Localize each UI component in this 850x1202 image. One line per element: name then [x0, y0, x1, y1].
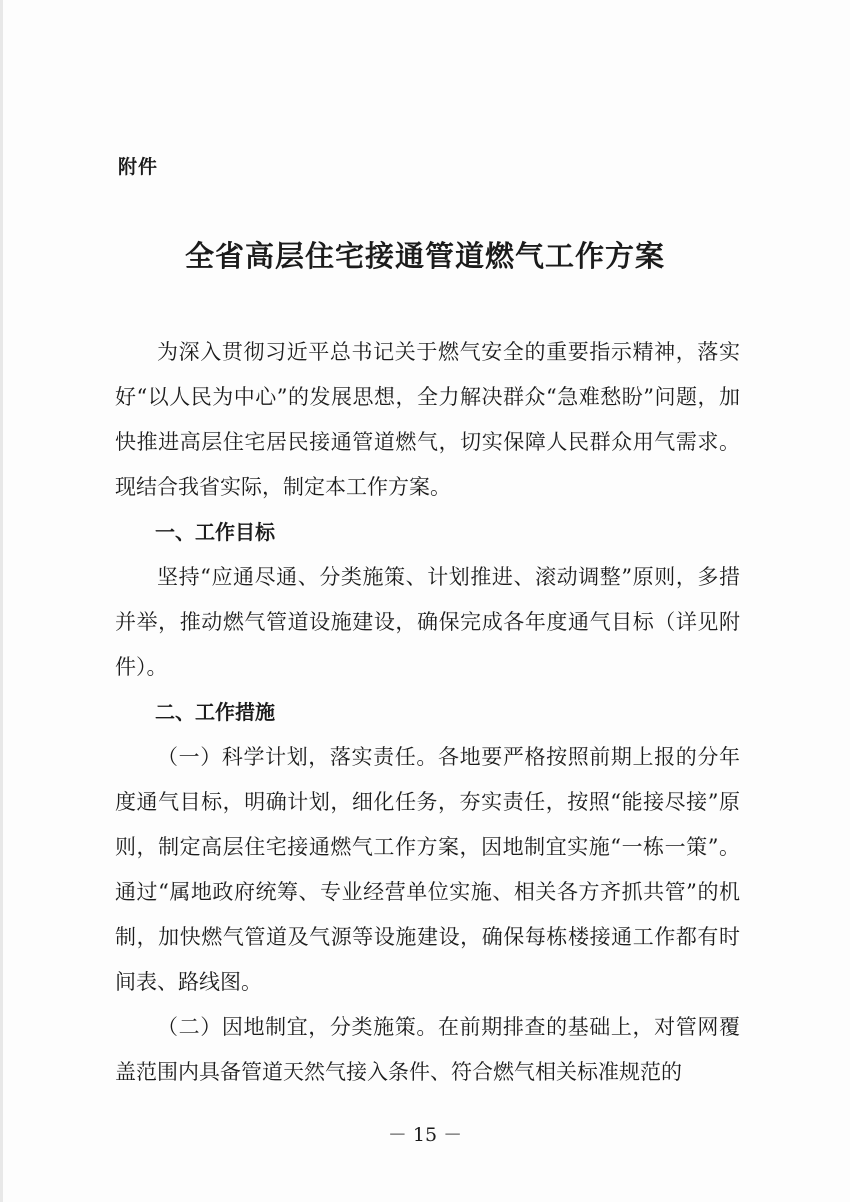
page-number: － 15 － — [387, 1124, 463, 1146]
paragraph-goals: 坚持“应通尽通、分类施策、计划推进、滚动调整”原则，多措并举，推动燃气管道设施建设，确保完成各年度通气目标（详见附件）。 — [115, 565, 740, 679]
document-title: 全省高层住宅接通管道燃气工作方案 — [184, 239, 665, 273]
section-heading-goals: 一、工作目标 — [155, 520, 275, 544]
section-heading-measures: 二、工作措施 — [155, 700, 275, 724]
paragraph-intro: 为深入贯彻习近平总书记关于燃气安全的重要指示精神，落实好“以人民为中心”的发展思想，全力解决群众“急难愁盼”问题，加快推进高层住宅居民接通管道燃气，切实保障人民群众用气需求。现结合我省实际，制定本工作方案。 — [115, 340, 740, 499]
document-body — [115, 330, 740, 1095]
paragraph-measure-1: （一）科学计划，落实责任。各地要严格按照前期上报的分年度通气目标，明确计划，细化任务，夯实责任，按照“能接尽接”原则，制定高层住宅接通燃气工作方案，因地制宜实施“一栋一策”。通过“属地政府统筹、专业经营单位实施、相关各方齐抓共管”的机制，加快燃气管道及气源等设施建设，确保每栋楼接通工作都有时间表、路线图。 — [115, 745, 740, 994]
paragraph-measure-2: （二）因地制宜，分类施策。在前期排查的基础上，对管网覆盖范围内具备管道天然气接入条件、符合燃气相关标准规范的 — [115, 1015, 740, 1084]
scan-edge — [0, 0, 3, 1202]
attachment-label: 附件 — [118, 156, 159, 178]
